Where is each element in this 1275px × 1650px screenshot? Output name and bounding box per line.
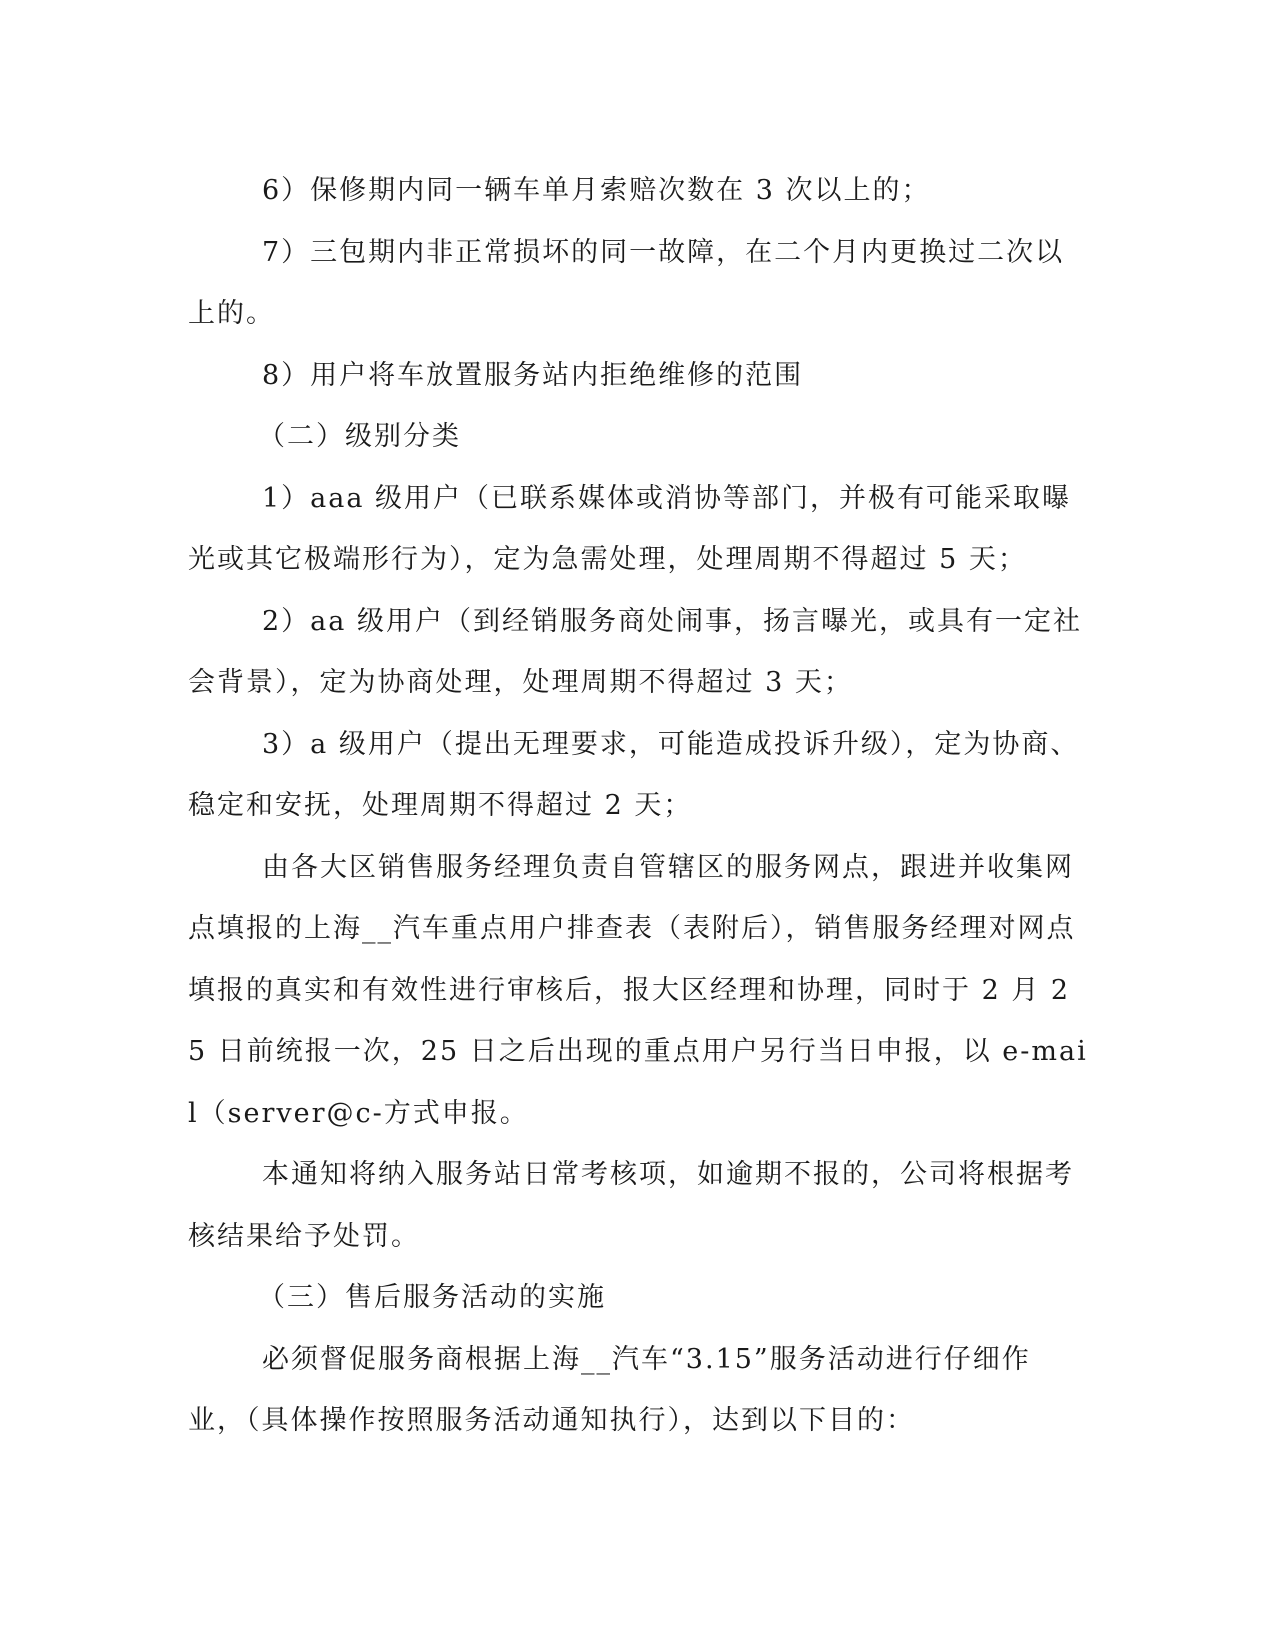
paragraph-item-8: 8）用户将车放置服务站内拒绝维修的范围 bbox=[262, 359, 804, 391]
paragraph-item-6: 6）保修期内同一辆车单月索赔次数在 3 次以上的； bbox=[262, 175, 931, 206]
section-heading-level-classification: （二）级别分类 bbox=[258, 421, 461, 452]
paragraph-level-a: 3）a 级用户（提出无理要求，可能造成投诉升级），定为协商、稳定和安抚，处理周期不得超过 2 天； bbox=[188, 728, 1080, 821]
paragraph-reporting: 由各大区销售服务经理负责自管辖区的服务网点，跟进并收集网点填报的上海__汽车重点用户排查表（表附后），销售服务经理对网点填报的真实和有效性进行审核后，报大区经理和协理，同时于 2 月 25 日前统报一次，25 日之后出现的重点用户另行当日申报，以 e-mail（server@c-方式申报。 bbox=[188, 851, 1088, 1129]
paragraph-level-aaa: 1）aaa 级用户（已联系媒体或消协等部门，并极有可能采取曝光或其它极端形行为），定为急需处理，处理周期不得超过 5 天； bbox=[188, 482, 1072, 575]
document-body bbox=[188, 160, 1088, 1452]
paragraph-level-aa: 2）aa 级用户（到经销服务商处闹事，扬言曝光，或具有一定社会背景），定为协商处理，处理周期不得超过 3 天； bbox=[188, 605, 1082, 698]
paragraph-assessment: 本通知将纳入服务站日常考核项，如逾期不报的，公司将根据考核结果给予处罚。 bbox=[188, 1159, 1074, 1252]
paragraph-item-7: 7）三包期内非正常损坏的同一故障，在二个月内更换过二次以上的。 bbox=[188, 236, 1065, 329]
section-heading-service-activity: （三）售后服务活动的实施 bbox=[258, 1282, 606, 1313]
paragraph-implementation: 必须督促服务商根据上海__汽车“3.15”服务活动进行仔细作业，（具体操作按照服务活动通知执行），达到以下目的： bbox=[188, 1343, 1031, 1436]
